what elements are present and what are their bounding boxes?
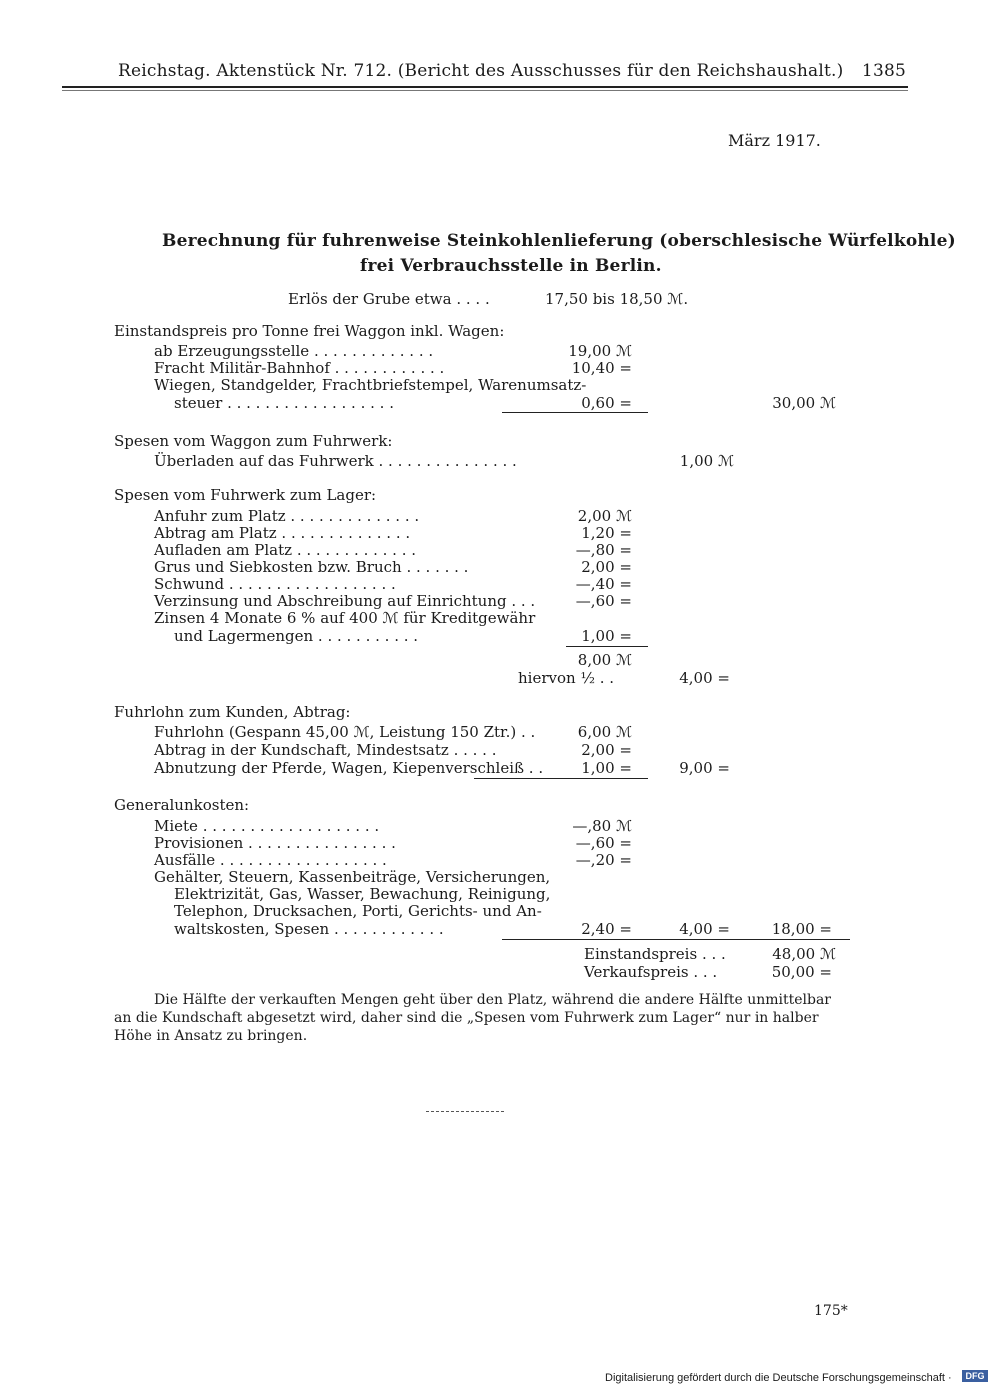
- header-rule-thin: [62, 90, 908, 91]
- section5-row-label: Miete . . . . . . . . . . . . . . . . . . .: [154, 817, 380, 835]
- section4-total: 9,00 =: [679, 759, 730, 777]
- einstandspreis-value: 48,00 ℳ: [772, 945, 836, 963]
- closing-rule: [426, 1111, 504, 1112]
- erloes-label: Erlös der Grube etwa . . . .: [288, 290, 490, 308]
- section4-heading: Fuhrlohn zum Kunden, Abtrag:: [114, 703, 351, 721]
- section5-row-label: Elektrizität, Gas, Wasser, Bewachung, Reinigung,: [174, 885, 551, 903]
- section3-row-value: 1,20 =: [581, 524, 632, 542]
- section1-total: 30,00 ℳ: [772, 394, 836, 412]
- section3-heading: Spesen vom Fuhrwerk zum Lager:: [114, 486, 377, 504]
- section4-row-value: 1,00 =: [581, 759, 632, 777]
- section3-row-value: 2,00 ℳ: [577, 507, 632, 525]
- section1-sum-rule: [502, 412, 648, 413]
- section5-row-value: —,60 =: [575, 834, 632, 852]
- section3-row-value: 2,00 =: [581, 558, 632, 576]
- header-rule: [62, 86, 908, 88]
- section5-total-mid: 4,00 =: [679, 920, 730, 938]
- section2-row-label: Überladen auf das Fuhrwerk . . . . . . . . . . . . . . .: [154, 452, 517, 470]
- section3-row-value: —,80 =: [575, 541, 632, 559]
- section3-row-label: Anfuhr zum Platz . . . . . . . . . . . . . .: [154, 507, 420, 525]
- section5-row-value: 2,40 =: [581, 920, 632, 938]
- section1-row-value: 10,40 =: [571, 359, 632, 377]
- section2-heading: Spesen vom Waggon zum Fuhrwerk:: [114, 432, 393, 450]
- section3-row-label: und Lagermengen . . . . . . . . . . .: [174, 627, 419, 645]
- section3-row-label: Grus und Siebkosten bzw. Bruch . . . . . . .: [154, 558, 469, 576]
- section5-row-label: waltskosten, Spesen . . . . . . . . . . . .: [174, 920, 444, 938]
- date: März 1917.: [728, 131, 821, 150]
- paragraph-line-1: Die Hälfte der verkauften Mengen geht über den Platz, während die andere Hälfte unmittelbar: [154, 992, 831, 1008]
- section5-total-right: 18,00 =: [771, 920, 832, 938]
- section1-row-value: 0,60 =: [581, 394, 632, 412]
- paragraph-line-2: an die Kundschaft abgesetzt wird, daher sind die „Spesen vom Fuhrwerk zum Lager“ nur in halber: [114, 1010, 819, 1026]
- section5-row-label: Gehälter, Steuern, Kassenbeiträge, Versicherungen,: [154, 868, 551, 886]
- section3-row-label: Aufladen am Platz . . . . . . . . . . . . .: [154, 541, 417, 559]
- page-number: 1385: [861, 61, 906, 81]
- section5-row-label: Telephon, Drucksachen, Porti, Gerichts- und An-: [174, 902, 542, 920]
- erloes-value: 17,50 bis 18,50 ℳ.: [545, 290, 689, 308]
- verkaufspreis-value: 50,00 =: [771, 963, 832, 981]
- section1-row-label: Wiegen, Standgelder, Frachtbriefstempel, Warenumsatz-: [154, 376, 587, 394]
- grand-total-rule: [502, 939, 850, 940]
- section5-row-label: Provisionen . . . . . . . . . . . . . . . .: [154, 834, 396, 852]
- section5-row-value: —,20 =: [575, 851, 632, 869]
- section5-heading: Generalunkosten:: [114, 796, 250, 814]
- section2-row-value: 1,00 ℳ: [679, 452, 734, 470]
- dfg-logo: DFG: [962, 1370, 988, 1382]
- section3-half-value: 4,00 =: [679, 669, 730, 687]
- section3-row-value: 1,00 =: [581, 627, 632, 645]
- section4-row-label: Abtrag in der Kundschaft, Mindestsatz . . . . .: [154, 741, 497, 759]
- section4-sum-rule: [474, 778, 648, 779]
- section3-sum-rule: [566, 646, 648, 647]
- section1-row-label: steuer . . . . . . . . . . . . . . . . . .: [174, 394, 394, 412]
- section1-row-label: Fracht Militär-Bahnhof . . . . . . . . . . . .: [154, 359, 445, 377]
- section3-row-label: Zinsen 4 Monate 6 % auf 400 ℳ für Kreditgewähr: [154, 609, 536, 627]
- section1-row-value: 19,00 ℳ: [568, 342, 632, 360]
- paragraph-line-3: Höhe in Ansatz zu bringen.: [114, 1028, 308, 1044]
- section3-row-label: Abtrag am Platz . . . . . . . . . . . . . .: [154, 524, 411, 542]
- section4-row-value: 6,00 ℳ: [577, 723, 632, 741]
- einstandspreis-label: Einstandspreis . . .: [584, 945, 726, 963]
- section3-half-label: hiervon ½ . .: [518, 669, 615, 687]
- digitization-credit: Digitalisierung gefördert durch die Deutsche Forschungsgemeinschaft ·: [605, 1372, 952, 1384]
- signature-mark: 175*: [814, 1303, 848, 1319]
- running-header: Reichstag. Aktenstück Nr. 712. (Bericht des Ausschusses für den Reichshaushalt.): [118, 61, 844, 81]
- section4-row-label: Fuhrlohn (Gespann 45,00 ℳ, Leistung 150 Ztr.) . .: [154, 723, 536, 741]
- section3-row-value: —,60 =: [575, 592, 632, 610]
- section1-heading: Einstandspreis pro Tonne frei Waggon inkl. Wagen:: [114, 322, 505, 340]
- verkaufspreis-label: Verkaufspreis . . .: [584, 963, 718, 981]
- section5-row-label: Ausfälle . . . . . . . . . . . . . . . . . .: [154, 851, 387, 869]
- section4-row-label: Abnutzung der Pferde, Wagen, Kiepenverschleiß . .: [154, 759, 544, 777]
- section4-row-value: 2,00 =: [581, 741, 632, 759]
- title-line-1: Berechnung für fuhrenweise Steinkohlenlieferung (oberschlesische Würfelkohle): [162, 231, 956, 251]
- section3-row-label: Verzinsung und Abschreibung auf Einrichtung . . .: [154, 592, 536, 610]
- section3-row-label: Schwund . . . . . . . . . . . . . . . . . .: [154, 575, 396, 593]
- section3-row-value: —,40 =: [575, 575, 632, 593]
- section5-row-value: —,80 ℳ: [572, 817, 632, 835]
- section1-row-label: ab Erzeugungsstelle . . . . . . . . . . . . .: [154, 342, 434, 360]
- title-line-2: frei Verbrauchsstelle in Berlin.: [360, 256, 662, 276]
- section3-sum: 8,00 ℳ: [577, 651, 632, 669]
